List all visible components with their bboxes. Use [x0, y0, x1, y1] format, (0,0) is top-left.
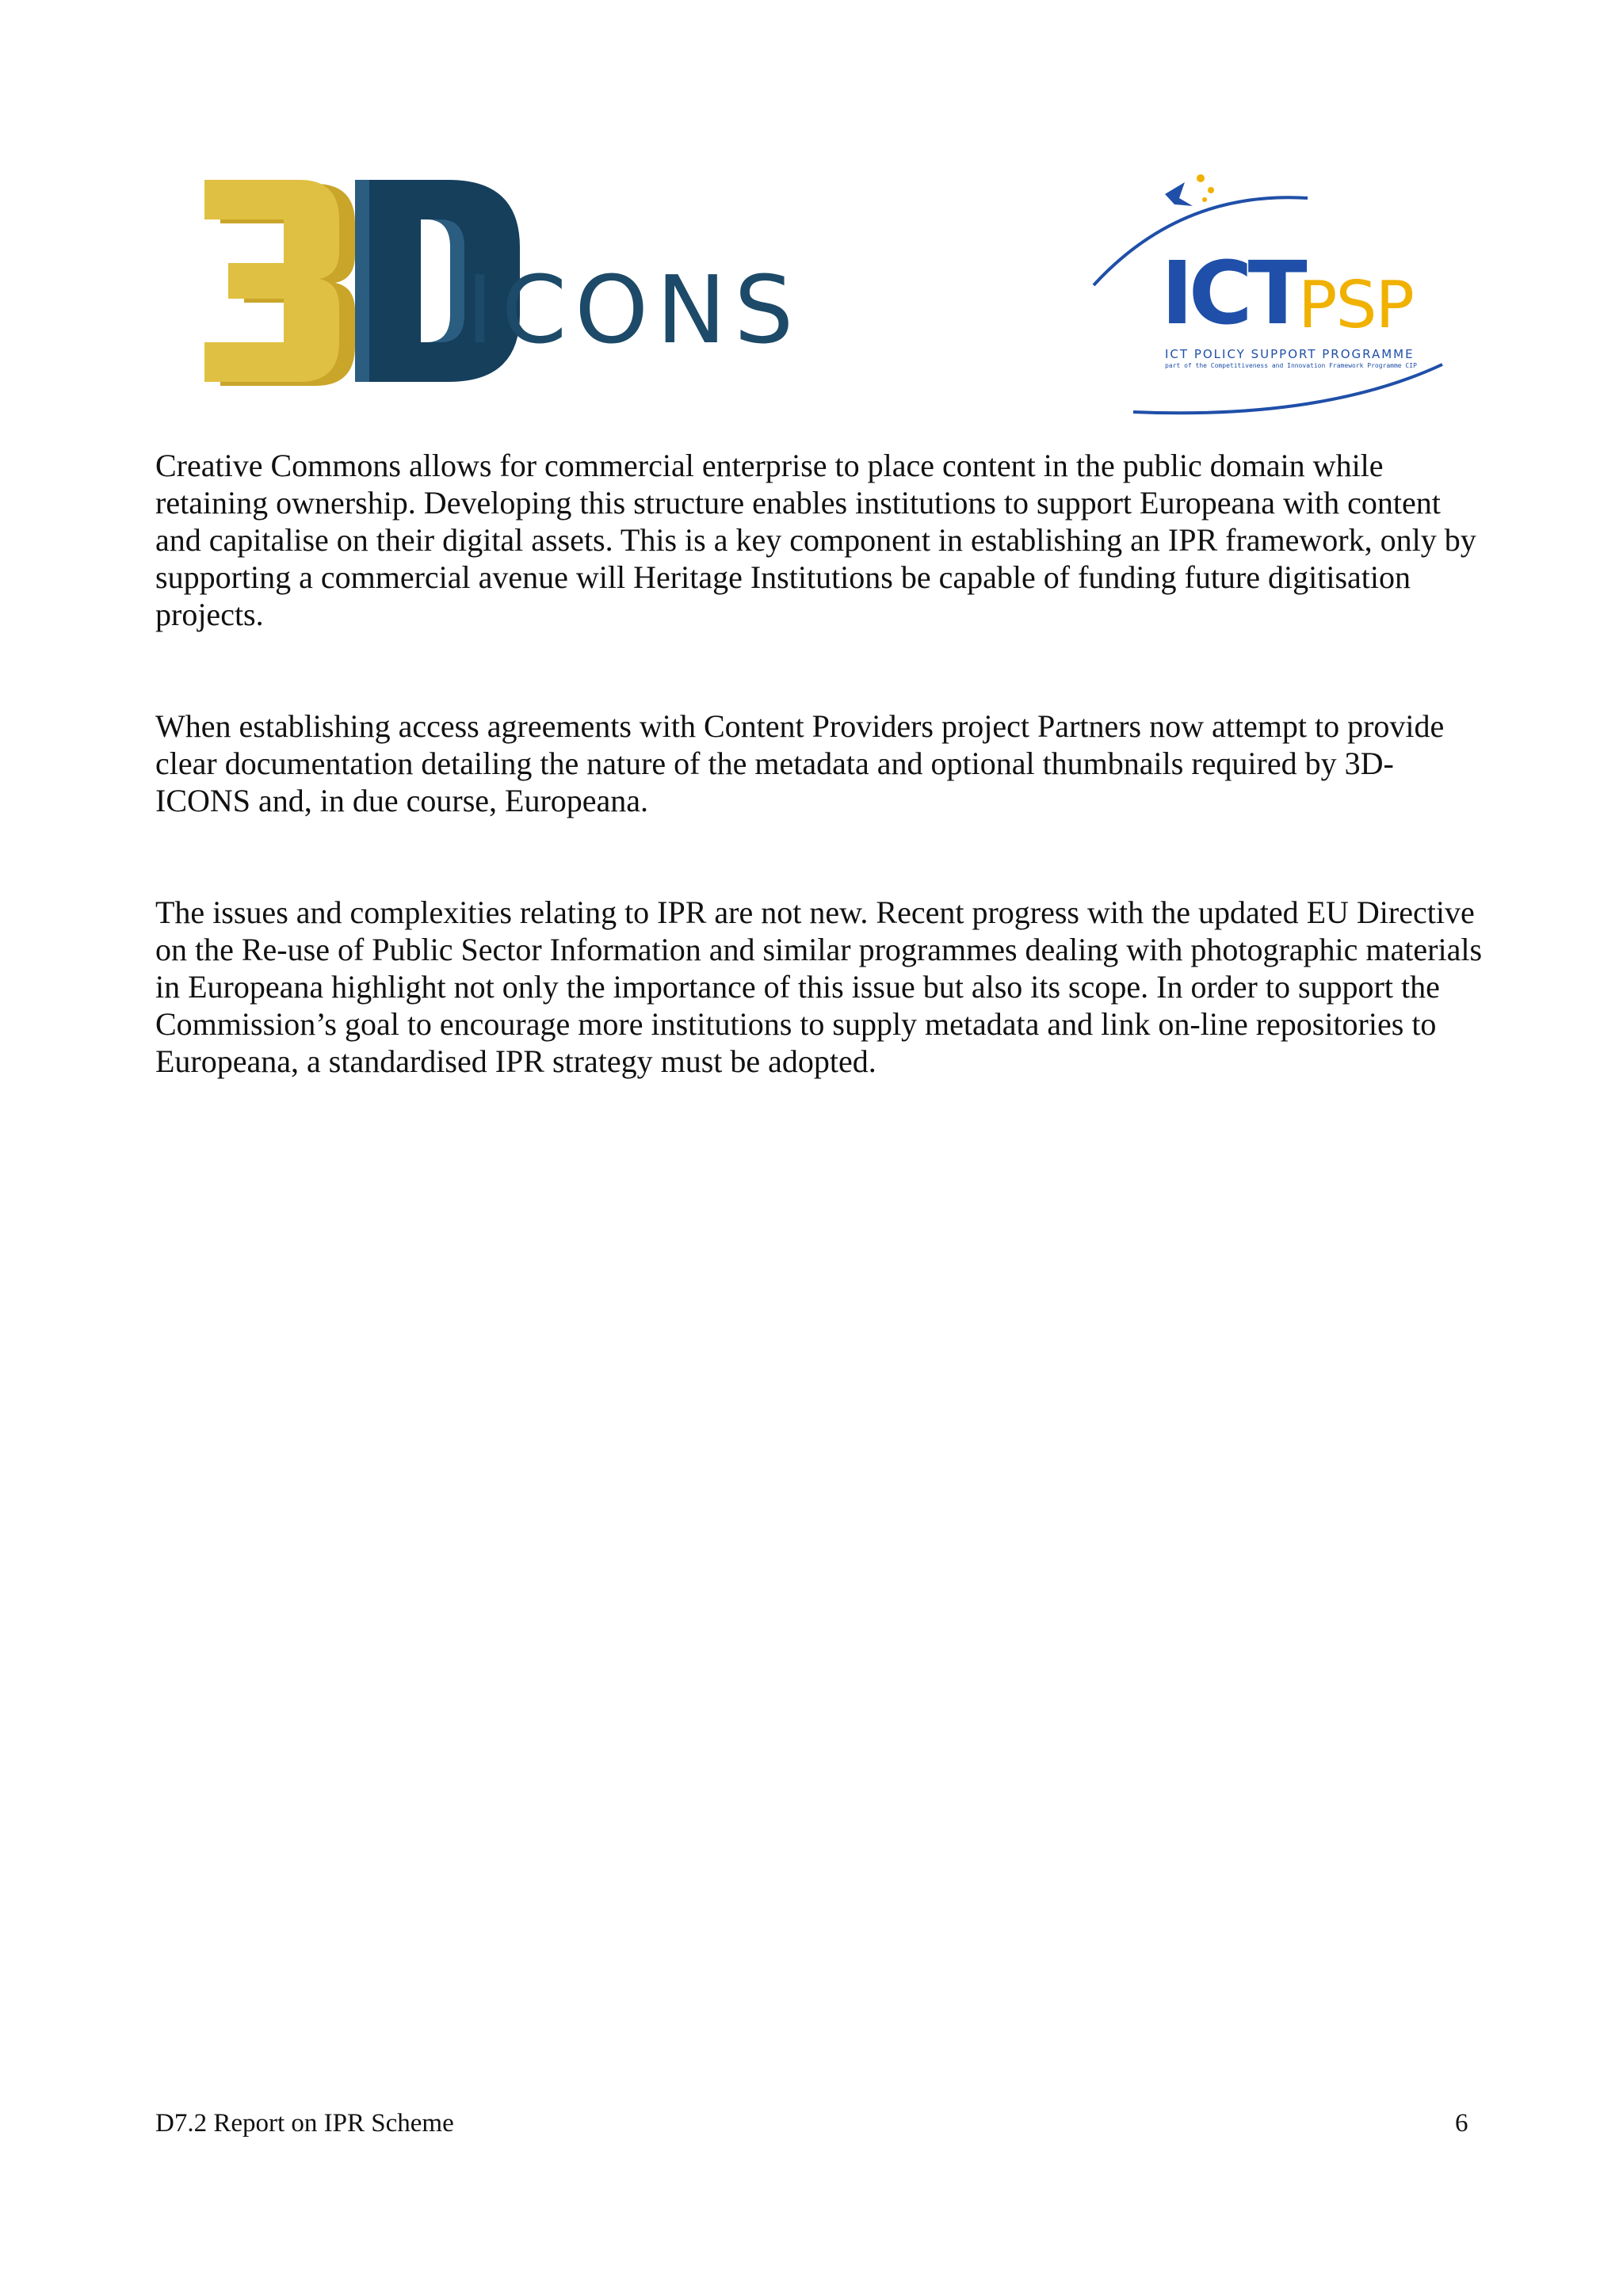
footer-document-title: D7.2 Report on IPR Scheme: [155, 2109, 454, 2138]
ict-psp-logo: [1086, 166, 1450, 428]
paragraph: The issues and complexities relating to IPR are not new. Recent progress with the updated EU Directive on the Re-use of Public Sector Information and similar programmes dealing with photographic materials in Europeana highlight not only the importance of this issue but also its scope. In order to support the Commission’s goal to encourage more institutions to supply metadata and link on-line repositories to Europeana, a standardised IPR strategy must be adopted.: [155, 894, 1483, 1079]
logo-ict-subtitle-small: part of the Competitiveness and Innovation Framework Programme CIP: [1165, 362, 1417, 369]
logo-icons-word: ICONS: [466, 255, 802, 364]
3d-icons-logo: [197, 176, 815, 390]
body-text: [155, 447, 1487, 1154]
logo-psp-word: PSP: [1298, 268, 1413, 343]
logo-ict-subtitle: ICT POLICY SUPPORT PROGRAMME: [1165, 347, 1415, 361]
paragraph: When establishing access agreements with Content Providers project Partners now attempt to provide clear documentation detailing the nature of the metadata and optional thumbnails required by 3D-ICONS and, in due course, Europeana.: [155, 708, 1445, 818]
paragraph: Creative Commons allows for commercial enterprise to place content in the public domain while retaining ownership. Developing this structure enables institutions to support Europeana with content and capitalise on their digital assets. This is a key component in establishing an IPR framework, only by supporting a commercial avenue will Heritage Institutions be capable of funding future digitisation projects.: [155, 448, 1476, 632]
logo-ict-word: ICT: [1161, 242, 1303, 344]
footer-page-number: 6: [1455, 2109, 1468, 2138]
